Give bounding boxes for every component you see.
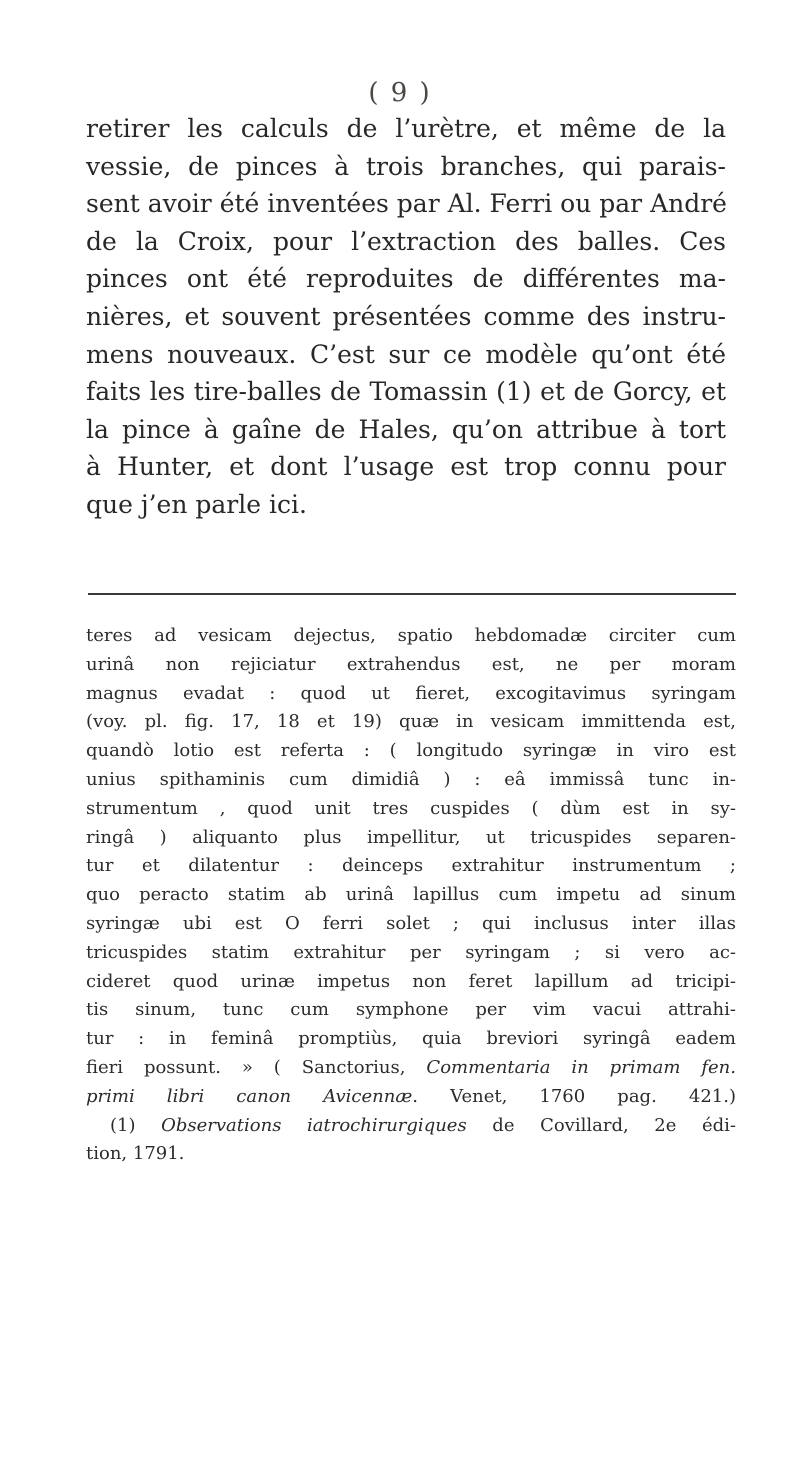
note-line-citation <box>86 1083 736 1112</box>
note-line-citation <box>86 1054 736 1083</box>
note-text: primi libri canon <box>86 1085 324 1107</box>
main-line: à Hunter, et dont l’usage est trop connu pour <box>86 452 726 482</box>
footnote-1-continued: tion, 1791. <box>86 1143 185 1165</box>
note-line: cideret quod urinæ impetus non feret lapillum ad tricipi- <box>86 970 736 992</box>
footnote-title: Observations iatrochirurgiques <box>161 1114 467 1136</box>
note-line: tis sinum, tunc cum symphone per vim vacui attrahi- <box>86 999 736 1021</box>
footnote-divider <box>88 593 736 595</box>
main-line: vessie, de pinces à trois branches, qui parais- <box>86 151 726 181</box>
note-line: tur : in feminâ promptiùs, quia breviori syringâ eadem <box>86 1028 736 1050</box>
note-line: ringâ ) aliquanto plus impellitur, ut tricuspides separen- <box>86 826 736 848</box>
citation-canon-title: Avicennæ <box>323 1085 413 1107</box>
main-line: pinces ont été reproduites de différentes ma- <box>86 264 726 294</box>
note-line: (voy. pl. fig. 17, 18 et 19) quæ in vesicam immittenda est, <box>86 711 736 733</box>
main-line: de la Croix, pour l’extraction des balles. Ces <box>86 226 726 256</box>
main-line: la pince à gaîne de Hales, qu’on attribue à tort <box>86 414 726 444</box>
main-line: faits les tire-balles de Tomassin (1) et de Gorcy, et <box>86 377 726 407</box>
note-line: tur et dilatentur : deinceps extrahitur instrumentum ; <box>86 855 736 877</box>
footnote-1 <box>86 1112 736 1141</box>
note-line: urinâ non rejiciatur extrahendus est, ne per moram <box>86 653 736 675</box>
main-line: mens nouveaux. C’est sur ce modèle qu’ont été <box>86 339 726 369</box>
note-line: quandò lotio est referta : ( longitudo syringæ in viro est <box>86 740 736 762</box>
main-line: retirer les calculs de l’urètre, et même de la <box>86 114 726 143</box>
main-line: que j’en parle ici. <box>86 489 307 519</box>
main-text <box>86 110 726 524</box>
note-line: teres ad vesicam dejectus, spatio hebdomadæ circiter cum <box>86 625 736 646</box>
note-line: strumentum , quod unit tres cuspides ( dùm est in sy- <box>86 797 736 819</box>
footnote-marker: (1) <box>110 1114 162 1136</box>
note-line: magnus evadat : quod ut fieret, excogitavimus syringam <box>86 682 736 704</box>
citation-work-title: Commentaria in primam fen. <box>426 1056 736 1078</box>
note-line: quo peracto statim ab urinâ lapillus cum impetu ad sinum <box>86 884 736 906</box>
note-line: unius spithaminis cum dimidiâ ) : eâ immissâ tunc in- <box>86 768 736 790</box>
main-line: sent avoir été inventées par Al. Ferri ou par André <box>86 189 727 219</box>
footnotes <box>86 622 736 1169</box>
footnote-author: de Covillard, 2e édi- <box>466 1114 737 1136</box>
note-line: tricuspides statim extrahitur per syringam ; si vero ac- <box>86 941 736 963</box>
note-text: fieri possunt. » ( Sanctorius, <box>86 1056 427 1078</box>
main-line: nières, et souvent présentées comme des instru- <box>86 301 726 331</box>
page-number: ( 9 ) <box>368 78 432 108</box>
note-line: syringæ ubi est O ferri solet ; qui inclusus inter illas <box>86 912 736 934</box>
citation-tail: . Venet, 1760 pag. 421.) <box>412 1085 736 1107</box>
